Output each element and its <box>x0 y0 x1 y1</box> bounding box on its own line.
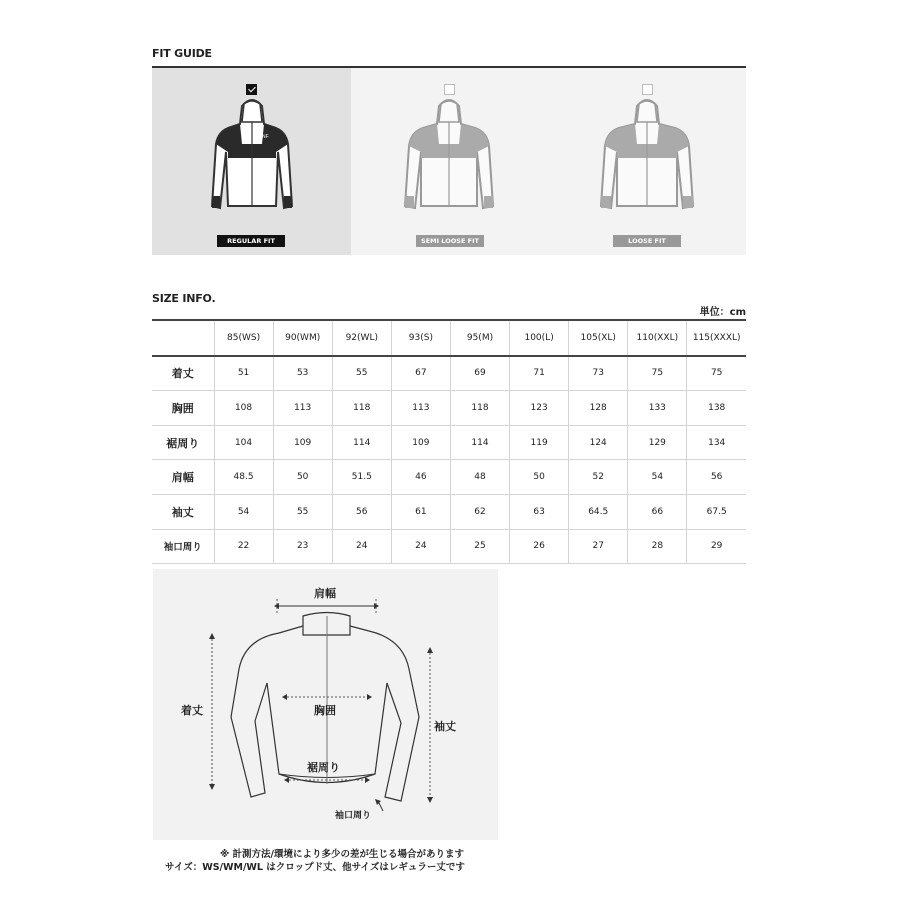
table-cell: 123 <box>510 391 569 426</box>
table-cell: 26 <box>510 529 569 564</box>
unit-label: 単位：cm <box>699 307 746 318</box>
table-cell: 50 <box>510 460 569 495</box>
total-length-label: 着丈 <box>181 704 203 717</box>
table-cell: 71 <box>510 356 569 391</box>
table-row <box>152 425 746 460</box>
table-cell: 55 <box>273 494 332 529</box>
table-cell: 27 <box>569 529 628 564</box>
regular-fit-jacket-icon <box>202 96 302 216</box>
sleeve-length-label: 袖丈 <box>434 720 456 733</box>
table-cell: 134 <box>687 425 746 460</box>
table-cell: 24 <box>332 529 391 564</box>
table-cell: 25 <box>450 529 509 564</box>
shoulder-width-label: 肩幅 <box>314 587 336 600</box>
semi-loose-fit-checkbox[interactable] <box>444 84 455 95</box>
table-cell: 75 <box>628 356 687 391</box>
size-header-row <box>152 320 746 356</box>
table-cell: 53 <box>273 356 332 391</box>
table-cell: 48 <box>450 460 509 495</box>
table-cell: 118 <box>450 391 509 426</box>
table-cell: 108 <box>214 391 273 426</box>
fit-option-semi-loose[interactable] <box>351 68 549 255</box>
size-table <box>152 319 746 564</box>
table-cell: 28 <box>628 529 687 564</box>
hem-label: 裾周り <box>307 761 340 774</box>
note-measurement: ※ 計測方法/環境により多少の差が生じる場合があります <box>220 849 465 860</box>
table-cell: 54 <box>214 494 273 529</box>
table-cell: 23 <box>273 529 332 564</box>
size-column-header: 85(WS) <box>214 320 273 356</box>
table-cell: 64.5 <box>569 494 628 529</box>
table-cell: 54 <box>628 460 687 495</box>
table-cell: 56 <box>687 460 746 495</box>
fit-guide-title: FIT GUIDE <box>152 47 212 60</box>
table-cell: 55 <box>332 356 391 391</box>
regular-fit-checkbox[interactable] <box>246 84 257 95</box>
table-cell: 29 <box>687 529 746 564</box>
table-cell: 128 <box>569 391 628 426</box>
size-column-header: 115(XXXL) <box>687 320 746 356</box>
table-cell: 124 <box>569 425 628 460</box>
note-size-type: サイズ：WS/WM/WL はクロップド丈、他サイズはレギュラー丈です <box>165 862 465 873</box>
chest-label: 胸囲 <box>314 704 336 717</box>
size-column-header: 95(M) <box>450 320 509 356</box>
table-cell: 69 <box>450 356 509 391</box>
table-row <box>152 356 746 391</box>
semi-loose-fit-label: SEMI LOOSE FIT <box>416 235 484 247</box>
fit-option-regular[interactable] <box>152 68 351 255</box>
table-cell: 63 <box>510 494 569 529</box>
table-cell: 109 <box>273 425 332 460</box>
loose-fit-label: LOOSE FIT <box>613 235 681 247</box>
loose-fit-checkbox[interactable] <box>642 84 653 95</box>
row-label: 裾周り <box>152 425 214 460</box>
table-cell: 51 <box>214 356 273 391</box>
table-row <box>152 529 746 564</box>
measurement-diagram <box>153 569 498 840</box>
size-column-header: 90(WM) <box>273 320 332 356</box>
size-column-header: 105(XL) <box>569 320 628 356</box>
table-row <box>152 494 746 529</box>
table-cell: 138 <box>687 391 746 426</box>
table-cell: 51.5 <box>332 460 391 495</box>
table-cell: 114 <box>450 425 509 460</box>
table-cell: 113 <box>273 391 332 426</box>
semi-loose-fit-jacket-icon <box>399 96 499 216</box>
table-cell: 133 <box>628 391 687 426</box>
table-cell: 22 <box>214 529 273 564</box>
table-cell: 67 <box>391 356 450 391</box>
svg-text:TNF: TNF <box>259 134 269 140</box>
table-cell: 50 <box>273 460 332 495</box>
size-column-header: 110(XXL) <box>628 320 687 356</box>
table-cell: 66 <box>628 494 687 529</box>
table-cell: 67.5 <box>687 494 746 529</box>
fit-option-loose[interactable] <box>549 68 746 255</box>
table-cell: 62 <box>450 494 509 529</box>
table-row <box>152 391 746 426</box>
size-header-corner <box>152 320 214 356</box>
table-cell: 114 <box>332 425 391 460</box>
row-label: 袖丈 <box>152 494 214 529</box>
loose-fit-jacket-icon <box>597 96 697 216</box>
table-cell: 73 <box>569 356 628 391</box>
table-row <box>152 460 746 495</box>
size-column-header: 92(WL) <box>332 320 391 356</box>
table-cell: 48.5 <box>214 460 273 495</box>
table-cell: 61 <box>391 494 450 529</box>
cuff-label: 袖口周り <box>335 811 372 821</box>
table-cell: 52 <box>569 460 628 495</box>
table-cell: 75 <box>687 356 746 391</box>
table-cell: 129 <box>628 425 687 460</box>
table-cell: 109 <box>391 425 450 460</box>
size-column-header: 100(L) <box>510 320 569 356</box>
size-column-header: 93(S) <box>391 320 450 356</box>
table-cell: 113 <box>391 391 450 426</box>
table-cell: 118 <box>332 391 391 426</box>
row-label: 袖口周り <box>152 529 214 564</box>
size-info-title: SIZE INFO. <box>152 292 216 305</box>
row-label: 胸囲 <box>152 391 214 426</box>
table-cell: 24 <box>391 529 450 564</box>
table-cell: 104 <box>214 425 273 460</box>
table-cell: 46 <box>391 460 450 495</box>
row-label: 肩幅 <box>152 460 214 495</box>
table-cell: 56 <box>332 494 391 529</box>
row-label: 着丈 <box>152 356 214 391</box>
table-cell: 119 <box>510 425 569 460</box>
regular-fit-label: REGULAR FIT <box>217 235 285 247</box>
